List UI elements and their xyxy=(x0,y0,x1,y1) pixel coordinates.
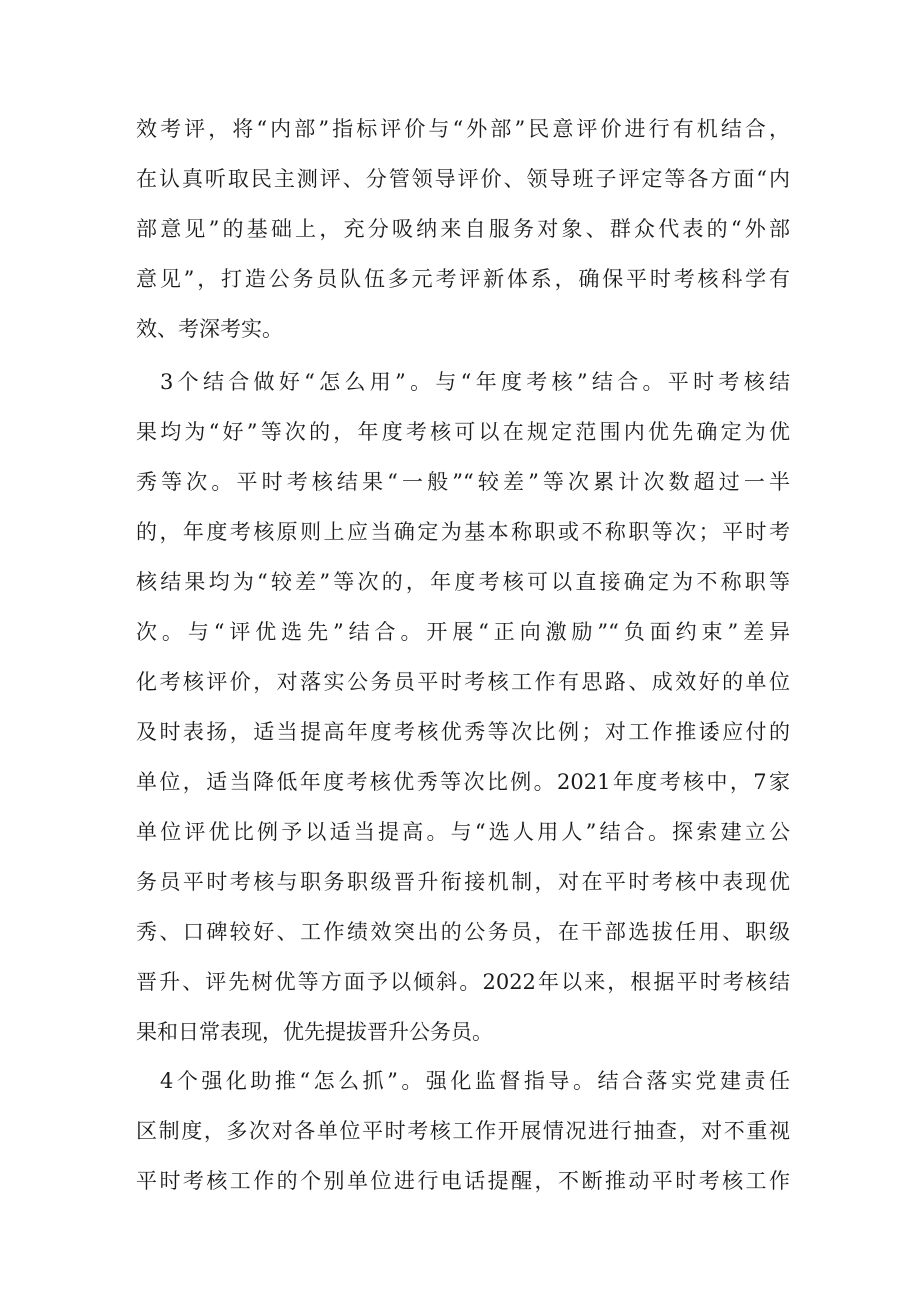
paragraph-line: 务员平时考核与职务职级晋升衔接机制，对在平时考核中表现优 xyxy=(136,870,790,894)
paragraph-line: 3个结合做好“怎么用”。与“年度考核”结合。平时考核结 xyxy=(160,370,790,394)
paragraph-line: 秀、口碑较好、工作绩效突出的公务员，在干部选拔任用、职级 xyxy=(136,920,790,944)
paragraph-line: 效、考深考实。 xyxy=(136,317,283,341)
paragraph-line: 的，年度考核原则上应当确定为基本称职或不称职等次；平时考 xyxy=(136,520,790,544)
paragraph-line: 核结果均为“较差”等次的，年度考核可以直接确定为不称职等 xyxy=(136,570,790,594)
paragraph-line: 区制度，多次对各单位平时考核工作开展情况进行抽查，对不重视 xyxy=(136,1119,790,1143)
paragraph-line: 意见”，打造公务员队伍多元考评新体系，确保平时考核科学有 xyxy=(136,267,790,291)
paragraph-line: 在认真听取民主测评、分管领导评价、领导班子评定等各方面“内 xyxy=(136,167,790,191)
paragraph-line: 秀等次。平时考核结果“一般”“较差”等次累计次数超过一半 xyxy=(136,470,790,494)
paragraph-line: 化考核评价，对落实公务员平时考核工作有思路、成效好的单位 xyxy=(136,670,790,694)
paragraph-2 xyxy=(136,357,790,1057)
paragraph-line: 晋升、评先树优等方面予以倾斜。2022年以来，根据平时考核结 xyxy=(136,970,790,994)
paragraph-line: 单位，适当降低年度考核优秀等次比例。2021年度考核中，7家 xyxy=(136,770,790,794)
paragraph-1 xyxy=(136,104,790,354)
paragraph-line: 平时考核工作的个别单位进行电话提醒，不断推动平时考核工作 xyxy=(136,1169,790,1193)
paragraph-line: 单位评优比例予以适当提高。与“选人用人”结合。探索建立公 xyxy=(136,820,790,844)
paragraph-line: 4个强化助推“怎么抓”。强化监督指导。结合落实党建责任 xyxy=(160,1069,790,1093)
paragraph-line: 部意见”的基础上，充分吸纳来自服务对象、群众代表的“外部 xyxy=(136,217,790,241)
paragraph-line: 果和日常表现，优先提拔晋升公务员。 xyxy=(136,1020,493,1044)
paragraph-3 xyxy=(136,1056,790,1206)
paragraph-line: 及时表扬，适当提高年度考核优秀等次比例；对工作推诿应付的 xyxy=(136,720,790,744)
paragraph-line: 次。与“评优选先”结合。开展“正向激励”“负面约束”差异 xyxy=(136,620,790,644)
paragraph-line: 效考评，将“内部”指标评价与“外部”民意评价进行有机结合， xyxy=(136,117,790,141)
paragraph-line: 果均为“好”等次的，年度考核可以在规定范围内优先确定为优 xyxy=(136,420,790,444)
